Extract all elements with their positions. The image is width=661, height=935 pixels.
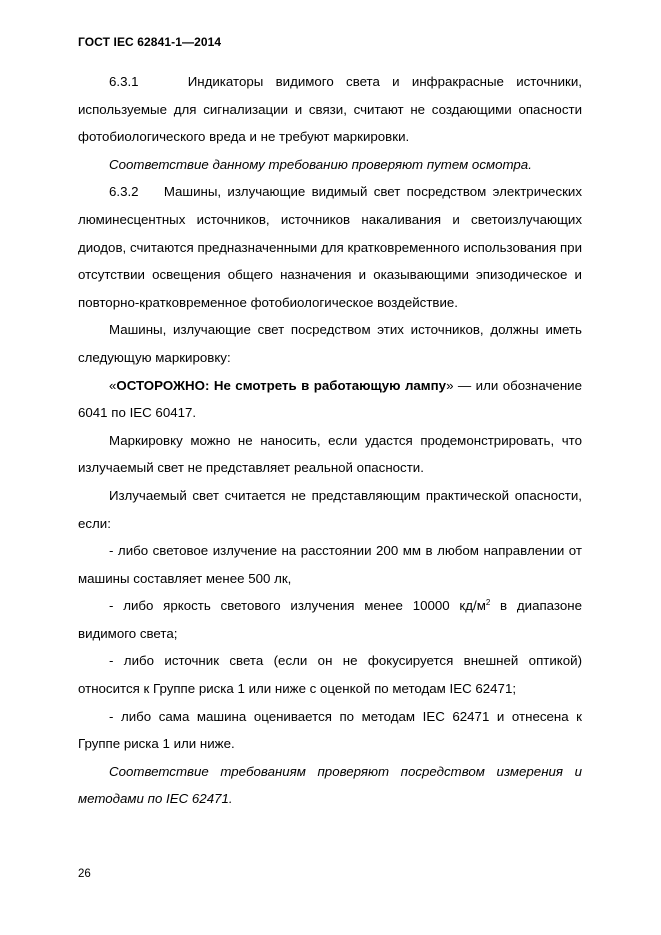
condition-item-luminance: - либо яркость светового излучения менее 10000 $кд/м^2$ в диапазоне видимого света; xyxy=(78,598,582,641)
warning-marking: «ОСТОРОЖНО: Не смотреть в работающую лампу» — или обозначение 6041 по IEC 60417. xyxy=(78,377,582,421)
compliance-note-6-3-2: Соответствие требованиям проверяют посредством измерения и методами по IEC 62471. xyxy=(78,763,582,807)
clause-6-3-1 xyxy=(78,68,582,151)
warning-text: ОСТОРОЖНО: Не смотреть в работающую лампу xyxy=(116,377,447,393)
superscript: 2 xyxy=(485,598,491,608)
clause-6-3-2 xyxy=(78,178,582,316)
condition-item-risk-group-machine: - либо сама машина оценивается по методам IEC 62471 и отнесена к Группе риска 1 или ниже. xyxy=(78,708,582,752)
condition-item-risk-group-source: - либо источник света (если он не фокусируется внешней оптикой) относится к Группе риска 1 или ниже с оценкой по методам IEC 62471; xyxy=(78,653,582,697)
page-number: 26 xyxy=(78,868,91,880)
compliance-note-6-3-1: Соответствие данному требованию проверяют путем осмотра. xyxy=(109,156,532,172)
no-hazard-intro: Излучаемый свет считается не представляющим практической опасности, если: xyxy=(78,487,582,531)
optional-marking-paragraph: Маркировку можно не наносить, если удастся продемонстрировать, что излучаемый свет не представляет реальной опасности. xyxy=(78,432,582,476)
clause-number: 6.3.2 xyxy=(109,184,139,200)
clause-text: Машины, излучающие видимый свет посредством электрических люминесцентных источников, источников накаливания и светоизлучающих диодов, считаются предназначенными для кратковременного использования при отсутствии освещения общего назначения и оказывающими эпизодическое и повторно-кратковременное фотобиологическое воздействие. xyxy=(78,184,582,310)
condition-item-illuminance: - либо световое излучение на расстоянии 200 мм в любом направлении от машины составляет менее 500 лк, xyxy=(78,543,582,586)
page-body xyxy=(78,68,582,813)
clause-number: 6.3.1 xyxy=(109,74,139,89)
standard-code: ГОСТ IEC 62841-1—2014 xyxy=(78,35,222,49)
document-header xyxy=(78,35,221,49)
clause-text: Индикаторы видимого света и инфракрасные источники, используемые для сигнализации и связи, считают не создающими опасности фотобиологического вреда и не требуют маркировки. xyxy=(78,74,582,145)
marking-requirement: Машины, излучающие свет посредством этих источников, должны иметь следующую маркировку: xyxy=(78,322,582,365)
